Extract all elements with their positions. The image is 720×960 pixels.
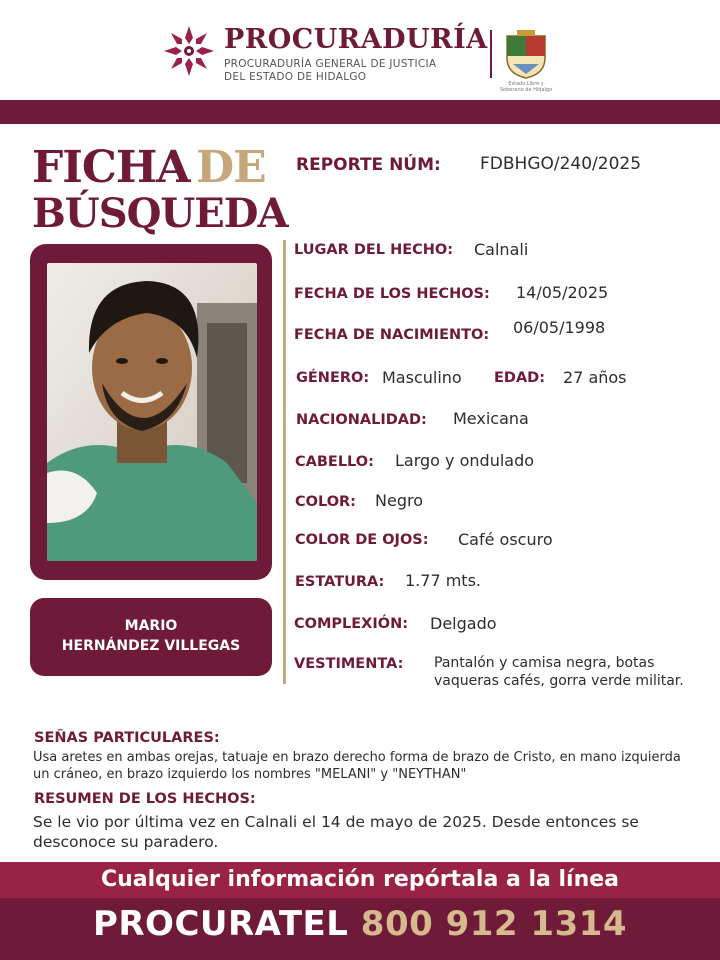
lugar-label: LUGAR DEL HECHO: (294, 242, 454, 258)
color-ojos-value: Café oscuro (458, 530, 553, 549)
color-label: COLOR: (295, 494, 356, 510)
color-ojos-label: COLOR DE OJOS: (295, 532, 429, 548)
cabello-value: Largo y ondulado (395, 451, 535, 470)
fecha-nacimiento-label: FECHA DE NACIMIENTO: (294, 327, 490, 343)
hotline-number[interactable]: 800 912 1314 (360, 904, 628, 944)
vestimenta-value: Pantalón y camisa negra, botas vaqueras cafés, gorra verde militar. (434, 655, 684, 689)
lugar-value: Calnali (474, 240, 529, 259)
senas-text: Usa aretes en ambas orejas, tatuaje en brazo derecho forma de brazo de Cristo, en mano izquierda un cráneo, en brazo izquierdo los nombres "MELANI" y "NEYTHAN" (33, 750, 681, 782)
person-last-names: HERNÁNDEZ VILLEGAS (61, 638, 241, 654)
footer-hotline (0, 904, 720, 944)
report-number-value: FDBHGO/240/2025 (480, 154, 642, 174)
genero-value: Masculino (382, 368, 462, 387)
cabello-label: CABELLO: (295, 454, 374, 470)
hotline-name: PROCURATEL (92, 904, 349, 944)
brand-subtitle-1: PROCURADURÍA GENERAL DE JUSTICIA (224, 58, 437, 70)
color-value: Negro (375, 491, 423, 510)
nacionalidad-value: Mexicana (453, 409, 529, 428)
title-busqueda: BÚSQUEDA (32, 190, 288, 237)
nacionalidad-label: NACIONALIDAD: (296, 412, 427, 428)
top-band (0, 100, 720, 124)
shield-caption: Estado Libre y Soberano de Hidalgo (499, 81, 553, 93)
vestimenta-label: VESTIMENTA: (294, 656, 404, 672)
person-first-name: MARIO (124, 618, 178, 634)
fecha-nacimiento-value: 06/05/1998 (513, 318, 606, 337)
gold-divider-line (283, 240, 286, 684)
title-de: DE (196, 142, 266, 193)
header-divider (490, 30, 492, 78)
report-number-label: REPORTE NÚM: (296, 155, 441, 175)
missing-person-photo (47, 263, 257, 561)
title-ficha: FICHA (32, 142, 190, 193)
edad-label: EDAD: (494, 370, 545, 386)
flower-logo-icon (162, 24, 216, 78)
resumen-label: RESUMEN DE LOS HECHOS: (34, 791, 256, 807)
person-name-box (30, 598, 272, 676)
brand-title: PROCURADURÍA (224, 24, 488, 55)
senas-label: SEÑAS PARTICULARES: (34, 730, 220, 746)
complexion-label: COMPLEXIÓN: (294, 616, 409, 632)
brand-subtitle-2: DEL ESTADO DE HIDALGO (224, 71, 367, 83)
fecha-hechos-label: FECHA DE LOS HECHOS: (294, 286, 490, 302)
state-shield-icon (503, 28, 549, 80)
footer-call-to-action: Cualquier información repórtala a la línea (100, 867, 620, 892)
estatura-value: 1.77 mts. (405, 571, 481, 590)
complexion-value: Delgado (430, 614, 497, 633)
edad-value: 27 años (563, 368, 627, 387)
genero-label: GÉNERO: (296, 370, 370, 386)
resumen-text: Se le vio por última vez en Calnali el 14 de mayo de 2025. Desde entonces se desconoce su paradero. (33, 813, 639, 851)
fecha-hechos-value: 14/05/2025 (516, 283, 609, 302)
estatura-label: ESTATURA: (295, 574, 385, 590)
